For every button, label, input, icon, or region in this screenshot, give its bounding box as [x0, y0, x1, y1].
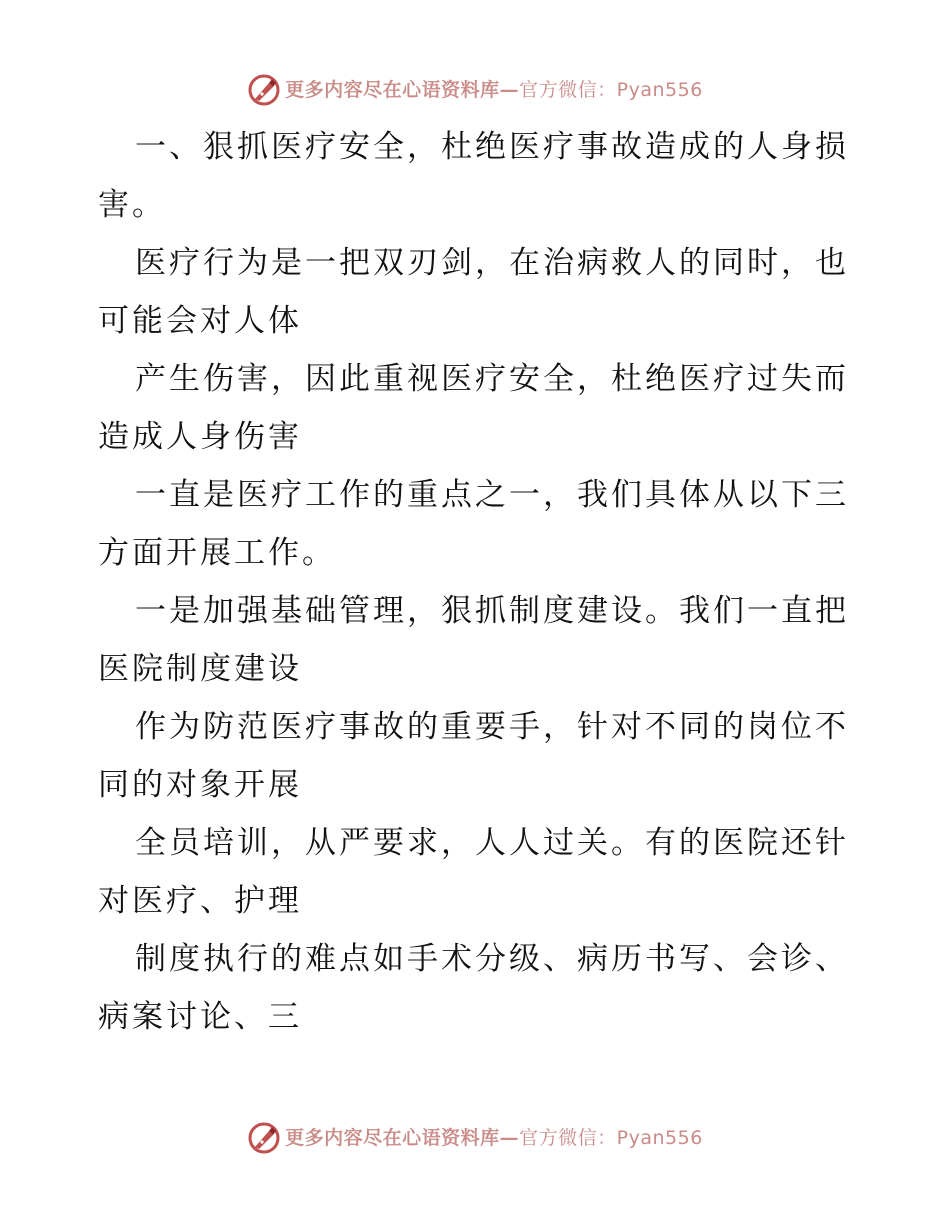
header-site-text: 更多内容尽在心语资料库—	[285, 78, 520, 101]
header-wechat-text: 官方微信：Pyan556	[519, 78, 703, 101]
pen-nib-circle-icon	[247, 1121, 281, 1155]
footer-site-text: 更多内容尽在心语资料库—	[285, 1126, 520, 1149]
pen-nib-circle-icon	[247, 73, 281, 107]
paragraph: 产生伤害，因此重视医疗安全，杜绝医疗过失而造成人身伤害	[98, 361, 849, 455]
header-watermark	[0, 70, 950, 110]
paragraph: 一是加强基础管理，狠抓制度建设。我们一直把医院制度建设	[98, 593, 849, 687]
paragraph: 一直是医疗工作的重点之一，我们具体从以下三方面开展工作。	[98, 477, 849, 571]
paragraph: 医疗行为是一把双刃剑，在治病救人的同时，也可能会对人体	[98, 245, 849, 339]
footer-watermark	[0, 1118, 950, 1158]
paragraph: 全员培训，从严要求，人人过关。有的医院还针对医疗、护理	[98, 825, 849, 919]
paragraph: 制度执行的难点如手术分级、病历书写、会诊、病案讨论、三	[98, 941, 849, 1035]
document-body	[98, 118, 850, 1046]
paragraph: 作为防范医疗事故的重要手，针对不同的岗位不同的对象开展	[98, 709, 849, 803]
footer-wechat-text: 官方微信：Pyan556	[519, 1126, 703, 1149]
paragraph: 一、狠抓医疗安全，杜绝医疗事故造成的人身损害。	[98, 129, 849, 223]
